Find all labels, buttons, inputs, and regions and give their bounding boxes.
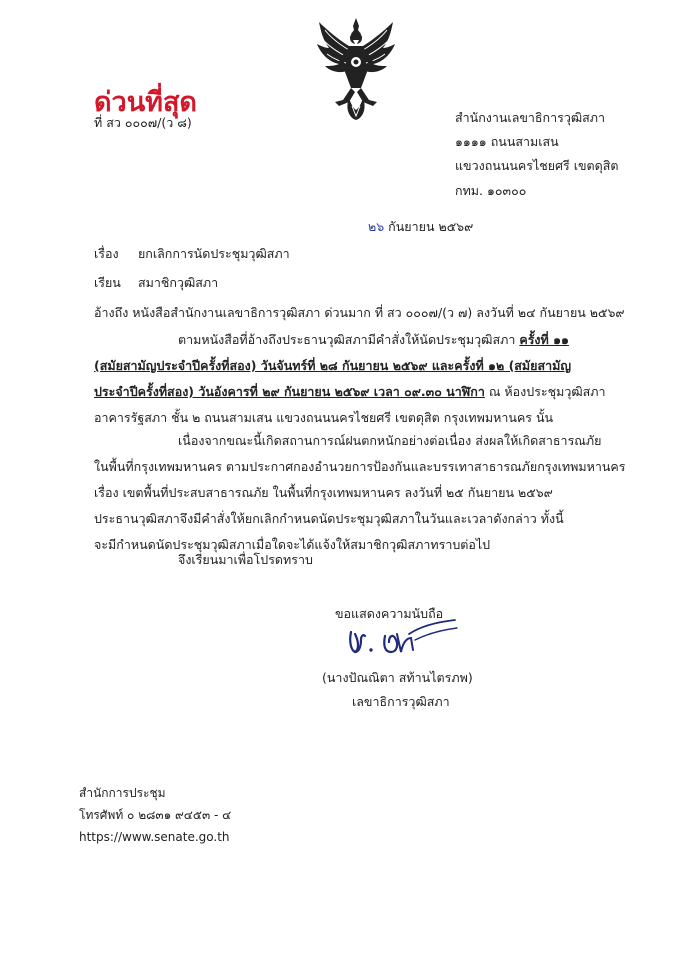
closing-phrase: ขอแสดงความนับถือ [335,606,444,621]
sender-address-line: สำนักงานเลขาธิการวุฒิสภา [455,110,606,125]
body-text: เนื่องจากขณะนี้เกิดสถานการณ์ฝนตกหนักอย่างต่อเนื่อง ส่งผลให้เกิดสาธารณภัย [178,433,602,448]
meeting-highlight: (สมัยสามัญประจำปีครั้งที่สอง) วันจันทร์ที่ ๒๘ กันยายน ๒๕๖๙ และครั้งที่ ๑๒ (สมัยสามัญ [94,358,572,373]
subject-text: ยกเลิกการนัดประชุมวุฒิสภา [137,246,290,261]
subject-label: เรื่อง [94,246,119,261]
recipient-label: เรียน [94,275,121,290]
sender-address-line: ๑๑๑๑ ถนนสามเสน [455,134,559,149]
letter-date [368,217,473,237]
handwritten-signature [337,616,462,658]
body-text: ประธานวุฒิสภาจึงมีคำสั่งให้ยกเลิกกำหนดนัดประชุมวุฒิสภาในวันและเวลาดังกล่าว ทั้งนี้ [94,511,564,526]
body-text: เรื่อง เขตพื้นที่ประสบสาธารณภัย ในพื้นที่กรุงเทพมหานคร ลงวันที่ ๒๕ กันยายน ๒๕๖๙ [94,485,553,500]
date-day: ๒๖ [368,219,385,234]
body-text: จะมีกำหนดนัดประชุมวุฒิสภาเมื่อใดจะได้แจ้งให้สมาชิกวุฒิสภาทราบต่อไป [94,537,491,552]
footer-phone: โทรศัพท์ ๐ ๒๘๓๑ ๙๔๕๓ - ๔ [79,808,232,822]
meeting-highlight: ประจำปีครั้งที่สอง) วันอังคารที่ ๒๙ กันยายน ๒๕๖๙ เวลา ๐๙.๓๐ นาฬิกา [94,384,485,399]
body-text: อาคารรัฐสภา ชั้น ๒ ถนนสามเสน แขวงถนนนครไชยศรี เขตดุสิต กรุงเทพมหานคร นั้น [94,410,554,425]
body-paragraph-1 [94,327,654,431]
footer-office: สำนักการประชุม [79,786,166,800]
recipient-text: สมาชิกวุฒิสภา [137,275,219,290]
reference-text: หนังสือสำนักงานเลขาธิการวุฒิสภา ด่วนมาก ที่ สว ๐๐๐๗/(ว ๗) ลงวันที่ ๒๔ กันยายน ๒๕๖๙ [132,305,625,320]
body-text: ในพื้นที่กรุงเทพมหานคร ตามประกาศกองอำนวยการป้องกันและบรรเทาสาธารณภัยกรุงเทพมหานคร [94,459,626,474]
body-paragraph-2 [94,428,654,558]
body-text: ตามหนังสือที่อ้างถึงประธานวุฒิสภามีคำสั่งให้นัดประชุมวุฒิสภา [178,332,516,347]
reference-label: อ้างถึง [94,305,129,320]
recipient-row [94,273,218,293]
signatory-position: เลขาธิการวุฒิสภา [352,694,450,709]
garuda-emblem-icon [315,16,397,122]
reference-row [94,303,625,323]
body-text: ณ ห้องประชุมวุฒิสภา [488,384,606,399]
sender-address-line: กทม. ๑๐๓๐๐ [455,183,527,198]
date-month-year: กันยายน ๒๕๖๙ [388,219,474,234]
footer-website: https://www.senate.go.th [79,830,230,844]
subject-row [94,244,290,264]
signatory-name: (นางปัณณิตา สท้านไตรภพ) [322,670,473,685]
reference-number: ที่ สว ๐๐๐๗/(ว ๘) [94,115,192,130]
body-paragraph-3: จึงเรียนมาเพื่อโปรดทราบ [178,552,313,567]
urgency-heading: ด่วนที่สุด [94,87,197,118]
meeting-highlight: ครั้งที่ ๑๑ [519,332,569,347]
sender-address-line: แขวงถนนนครไชยศรี เขตดุสิต [455,158,619,173]
